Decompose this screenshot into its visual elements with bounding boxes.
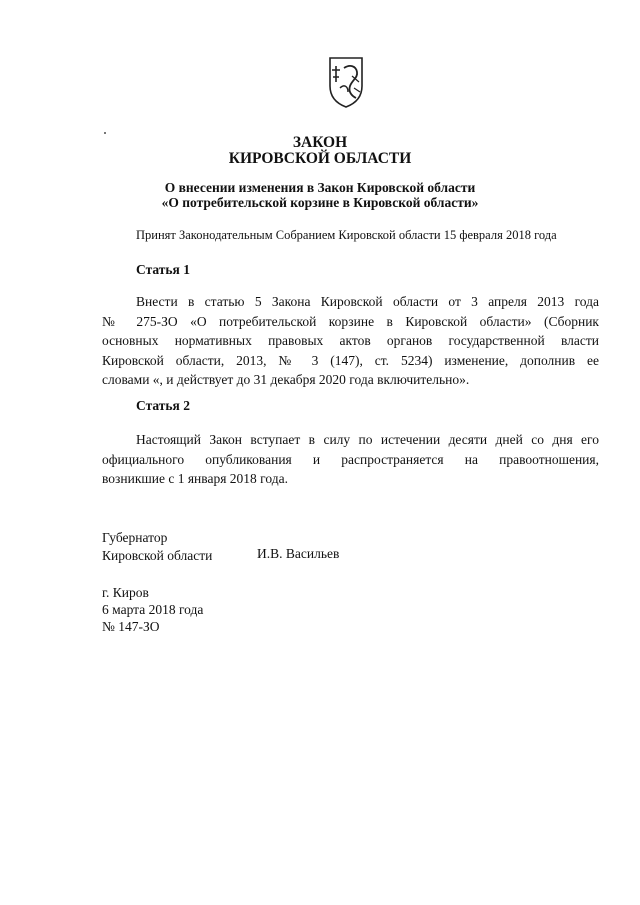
article-1-line: Внести в статью 5 Закона Кировской области от 3 апреля 2013 года [136, 294, 599, 309]
article-1-text [102, 292, 599, 390]
article-1-line: основных нормативных правовых актов органов государственной власти [102, 333, 599, 348]
law-number: № 147-ЗО [102, 619, 160, 634]
city: г. Киров [102, 585, 149, 600]
article-1-heading: Статья 1 [136, 262, 190, 277]
region-heading: КИРОВСКОЙ ОБЛАСТИ [228, 150, 412, 167]
adoption-note: Принят Законодательным Собранием Кировской области 15 февраля 2018 года [136, 228, 557, 242]
article-1-line: словами «, и действует до 31 декабря 2020 года включительно». [102, 372, 470, 387]
law-title-line-1: О внесении изменения в Закон Кировской области [164, 180, 476, 195]
coat-of-arms-icon [326, 56, 366, 108]
article-2-line: официального опубликования и распространяется на правоотношения, [102, 451, 599, 467]
signing-date: 6 марта 2018 года [102, 602, 204, 617]
document-type-heading: ЗАКОН [292, 134, 348, 151]
article-1-line: Кировской области, 2013, № 3 (147), ст. 5234) изменение, дополнив ее [102, 352, 599, 368]
article-2-text [102, 430, 599, 489]
article-1-line: № 275-ЗО «О потребительской корзине в Кировской области» (Сборник [102, 313, 599, 329]
signatory-position-line-1: Губернатор [102, 530, 168, 545]
signatory-name: И.В. Васильев [257, 546, 340, 561]
article-2-line: Настоящий Закон вступает в силу по истечении десяти дней со дня его [136, 432, 599, 447]
law-title-line-2: «О потребительской корзине в Кировской области» [161, 195, 479, 210]
signatory-position-line-2: Кировской области [102, 548, 213, 563]
article-2-heading: Статья 2 [136, 398, 190, 413]
article-2-line: возникшие с 1 января 2018 года. [102, 471, 288, 486]
